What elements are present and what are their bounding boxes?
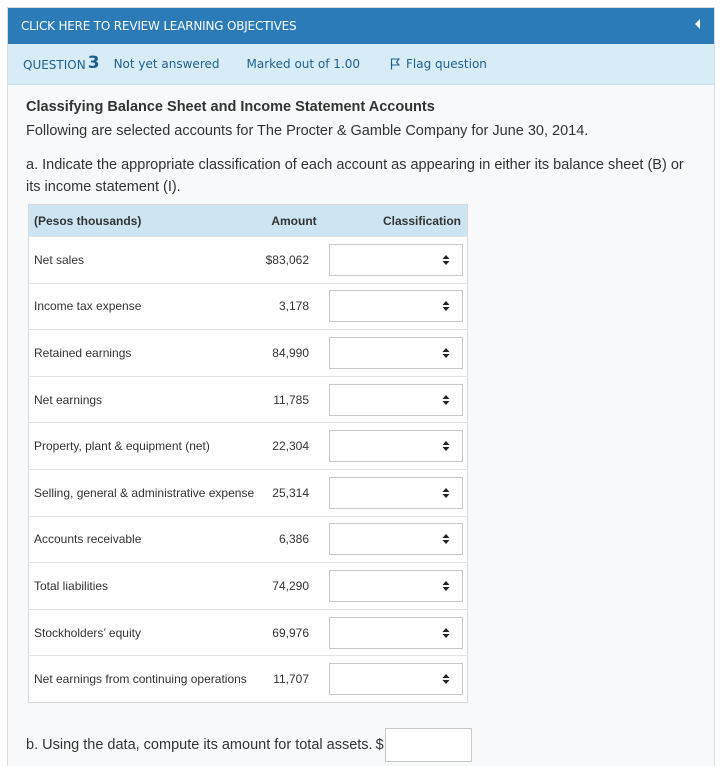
table-row (29, 237, 468, 284)
account-name: Accounts receivable (29, 516, 260, 563)
account-name: Income tax expense (29, 283, 260, 330)
classification-select[interactable] (329, 523, 463, 555)
account-name: Total liabilities (29, 563, 260, 610)
flag-question-label: Flag question (406, 57, 487, 71)
flag-icon (390, 58, 400, 70)
question-info-bar (8, 44, 714, 85)
account-amount: 69,976 (259, 609, 329, 656)
review-objectives-link[interactable]: CLICK HERE TO REVIEW LEARNING OBJECTIVES (21, 19, 297, 33)
question-content (8, 85, 714, 766)
collapse-caret-icon[interactable] (695, 19, 700, 29)
account-name: Net earnings from continuing operations (29, 656, 260, 703)
table-row (29, 330, 468, 377)
sort-arrows-icon (442, 487, 450, 499)
part-a-instructions: a. Indicate the appropriate classification of each account as appearing in either its balance sheet (B) or its income statement (I). (26, 157, 684, 195)
total-assets-input[interactable] (385, 728, 472, 762)
table-row (29, 563, 468, 610)
account-name: Retained earnings (29, 330, 260, 377)
classification-select[interactable] (329, 337, 463, 369)
table-header-row (29, 205, 468, 237)
question-marks: Marked out of 1.00 (246, 57, 361, 71)
sort-arrows-icon (442, 440, 450, 452)
sort-arrows-icon (442, 254, 450, 266)
sort-arrows-icon (442, 627, 450, 639)
sort-arrows-icon (442, 533, 450, 545)
account-name: Property, plant & equipment (net) (29, 423, 260, 470)
account-name: Selling, general & administrative expense (29, 469, 260, 516)
header-amount: Amount (259, 205, 329, 237)
account-amount: 3,178 (259, 283, 329, 330)
account-name: Net earnings (29, 376, 260, 423)
sort-arrows-icon (442, 394, 450, 406)
header-accounts: (Pesos thousands) (29, 205, 260, 237)
table-row (29, 376, 468, 423)
classification-select[interactable] (329, 290, 463, 322)
classification-select[interactable] (329, 570, 463, 602)
sort-arrows-icon (442, 673, 450, 685)
table-row (29, 516, 468, 563)
account-amount: 22,304 (259, 423, 329, 470)
classification-select[interactable] (329, 617, 463, 649)
account-amount: 84,990 (259, 330, 329, 377)
account-amount: 74,290 (259, 563, 329, 610)
part-b-question (26, 728, 472, 762)
question-frame (7, 7, 715, 766)
currency-prefix: $ (375, 737, 384, 753)
table-row (29, 656, 468, 703)
question-intro: Following are selected accounts for The Procter & Gamble Company for June 30, 2014. (26, 123, 589, 139)
classification-select[interactable] (329, 244, 463, 276)
review-objectives-bar[interactable] (8, 8, 714, 44)
sort-arrows-icon (442, 347, 450, 359)
account-amount: 6,386 (259, 516, 329, 563)
account-amount: $83,062 (259, 237, 329, 284)
header-classification: Classification (329, 205, 468, 237)
question-status: Not yet answered (113, 57, 220, 71)
accounts-table (28, 204, 468, 703)
sort-arrows-icon (442, 300, 450, 312)
classification-select[interactable] (329, 430, 463, 462)
account-amount: 11,707 (259, 656, 329, 703)
table-row (29, 469, 468, 516)
classification-select[interactable] (329, 384, 463, 416)
part-b-text: b. Using the data, compute its amount for total assets. (26, 737, 373, 753)
flag-question-button[interactable] (390, 57, 487, 71)
account-amount: 25,314 (259, 469, 329, 516)
question-title: Classifying Balance Sheet and Income Statement Accounts (26, 99, 435, 115)
account-name: Stockholders’ equity (29, 609, 260, 656)
classification-select[interactable] (329, 663, 463, 695)
classification-select[interactable] (329, 477, 463, 509)
table-row (29, 609, 468, 656)
table-row (29, 283, 468, 330)
table-row (29, 423, 468, 470)
sort-arrows-icon (442, 580, 450, 592)
account-amount: 11,785 (259, 376, 329, 423)
question-number: QUESTION 3 (23, 53, 100, 73)
account-name: Net sales (29, 237, 260, 284)
